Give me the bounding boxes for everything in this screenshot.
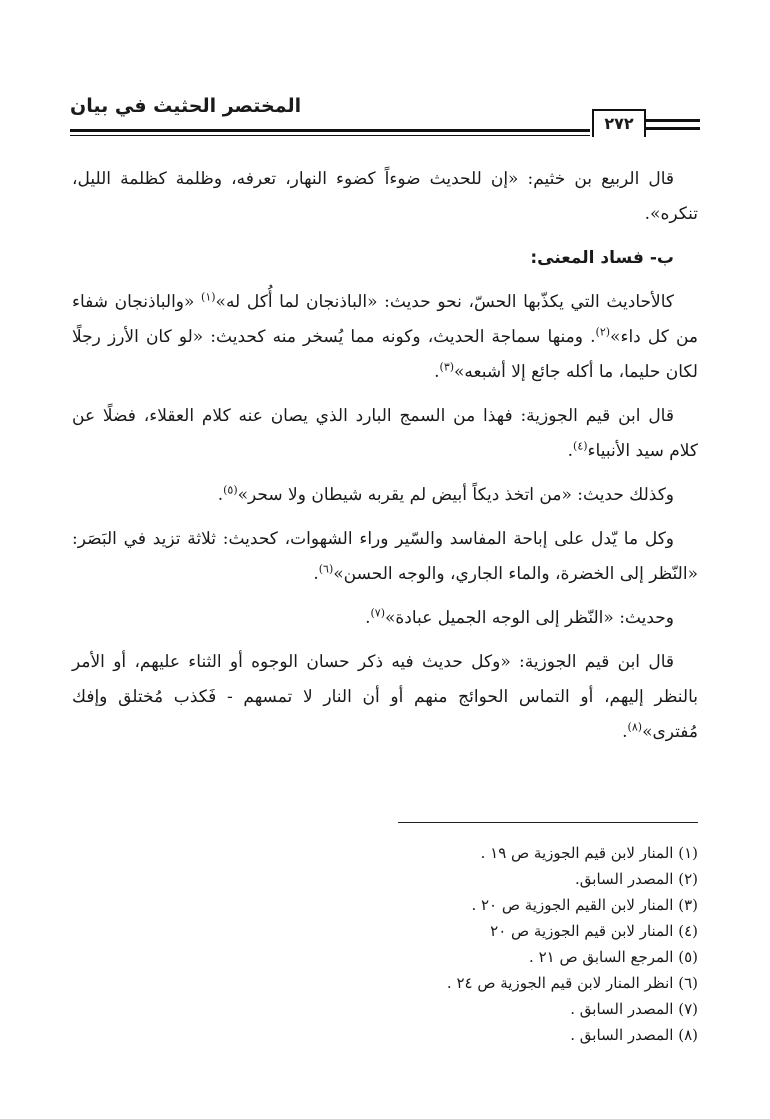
footnote-item: (٣) المنار لابن القيم الجوزية ص ٢٠ . [471, 896, 698, 914]
text-segment: . [217, 485, 224, 505]
footnote-item: (٤) المنار لابن قيم الجوزية ص ٢٠ [490, 922, 698, 940]
paragraph-sensory-contradiction [72, 285, 698, 390]
footnote-marker[interactable]: (١) [201, 290, 216, 304]
footnote-item: (٨) المصدر السابق . [570, 1026, 698, 1044]
text-segment: . [313, 564, 319, 584]
paragraph-ibn-qayyim-2 [72, 645, 698, 750]
footnote-marker[interactable]: (٣) [439, 360, 455, 374]
page-number: ٢٧٢ [592, 109, 646, 137]
footnote-marker[interactable]: (٦) [318, 562, 334, 576]
header-double-rule [646, 119, 700, 133]
text-segment: قال ابن قيم الجوزية: «وكل حديث فيه ذكر حسان الوجوه أو الثناء عليهم، أو الأمر بالنظر إليهم، أو التماس الحوائج منهم أو أن النار لا تمسهم - فَكذب مُختلق وإفك مُفترى» [72, 652, 698, 742]
text-segment: كالأحاديث التي يكذّبها الحسّ، نحو حديث: «الباذنجان لما أُكل له» [215, 292, 675, 312]
footnote-item: (٢) المصدر السابق. [575, 870, 698, 888]
header-rule [70, 129, 590, 136]
text-segment: وكل ما يّدل على إباحة المفاسد والسّير وراء الشهوات، كحديث: ثلاثة تزيد في البَصَر: «النّظر إلى الخضرة، والماء الجاري، والوجه الحسن» [72, 529, 698, 584]
footnote-marker[interactable]: (٤) [573, 439, 588, 453]
text-segment: . [622, 722, 628, 742]
main-text [72, 162, 698, 759]
footnote-separator [398, 822, 698, 823]
text-segment: وحديث: «النّظر إلى الوجه الجميل عبادة» [385, 608, 674, 628]
text-segment: وكذلك حديث: «من اتخذ ديكاً أبيض لم يقربه شيطان ولا سحر» [237, 485, 674, 505]
paragraph-rooster-hadith [72, 478, 698, 513]
footnote-item: (٦) انظر المنار لابن قيم الجوزية ص ٢٤ . [446, 974, 698, 992]
footnote-marker[interactable]: (٢) [595, 325, 611, 339]
footnote-marker[interactable]: (٧) [370, 606, 385, 620]
footnote-marker[interactable]: (٥) [223, 483, 238, 497]
footnote-item: (٧) المصدر السابق . [570, 1000, 698, 1018]
text-segment: . [365, 608, 371, 628]
running-title: المختصر الحثيث في بيان [70, 95, 302, 117]
text-segment: . [434, 362, 440, 382]
paragraph-beautiful-face [72, 601, 698, 636]
section-heading: ب- فساد المعنى: [530, 248, 674, 268]
page-header [70, 95, 700, 155]
paragraph-rabi-quote: قال الربيع بن خثيم: «إن للحديث ضوءاً كضوء النهار، تعرفه، وظلمة كظلمة الليل، تنكره». [72, 169, 698, 224]
paragraph-desires [72, 522, 698, 592]
footnote-item: (٥) المرجع السابق ص ٢١ . [529, 948, 698, 966]
footnote-marker[interactable]: (٨) [627, 720, 643, 734]
text-segment: . [567, 441, 574, 461]
paragraph-ibn-qayyim-1 [72, 399, 698, 469]
text-segment: . ومنها سماجة الحديث، وكونه مما يُسخر منه كحديث: «لو كان الأرز رجلًا لكان حليما، ما أكله جائع إلا أشبعه» [72, 327, 698, 382]
footnotes [300, 840, 698, 1048]
text-segment: قال ابن قيم الجوزية: فهذا من السمج البارد الذي يصان عنه كلام العقلاء، فضلًا عن كلام سيد الأنبياء [72, 406, 698, 461]
text-segment: «والباذنجان شفاء من كل داء» [72, 292, 698, 347]
footnote-item: (١) المنار لابن قيم الجوزية ص ١٩ . [480, 844, 698, 862]
